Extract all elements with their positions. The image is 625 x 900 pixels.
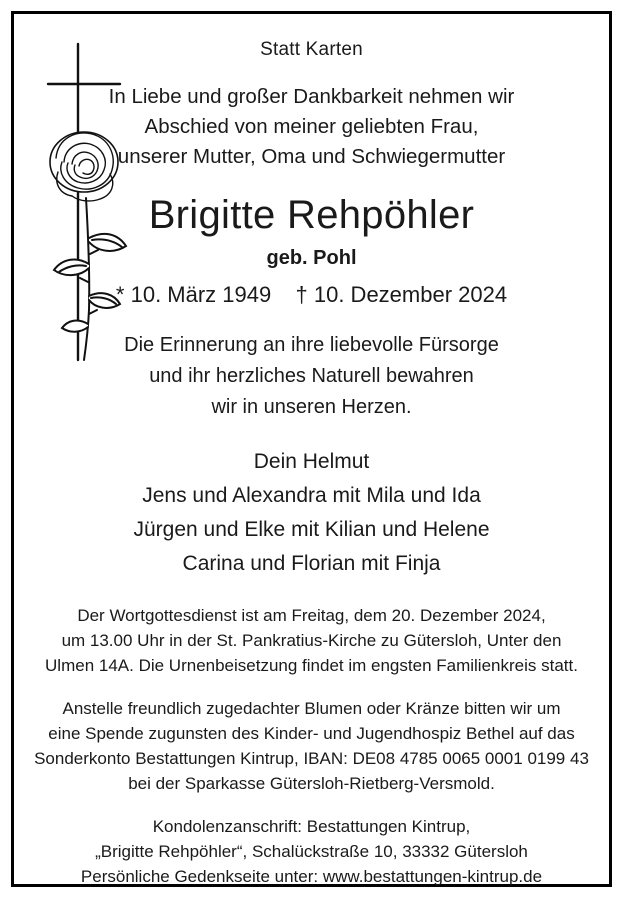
obituary-text xyxy=(14,14,609,889)
donation-line-4: bei der Sparkasse Gütersloh-Rietberg-Versmold. xyxy=(128,774,495,793)
obituary-inner xyxy=(14,14,609,884)
obituary-card xyxy=(11,11,612,887)
donation-block xyxy=(14,696,609,796)
contact-line-2: „Brigitte Rehpöhler“, Schalückstraße 10, 33332 Gütersloh xyxy=(95,842,528,861)
service-line-3: Ulmen 14A. Die Urnenbeisetzung findet im engsten Familienkreis statt. xyxy=(45,656,578,675)
life-dates xyxy=(14,282,609,308)
death-symbol: † xyxy=(295,282,308,307)
birth-symbol: * xyxy=(115,282,125,307)
intro-line-1: In Liebe und großer Dankbarkeit nehmen wir xyxy=(108,85,515,108)
donation-line-2: eine Spende zugunsten des Kinder- und Jugendhospiz Bethel auf das xyxy=(48,724,575,743)
intro-line-2: Abschied von meiner geliebten Frau, xyxy=(144,115,479,138)
donation-line-1: Anstelle freundlich zugedachter Blumen oder Kränze bitten wir um xyxy=(62,699,561,718)
memory-line-3: wir in unseren Herzen. xyxy=(211,396,412,418)
deceased-name: Brigitte Rehpöhler xyxy=(148,193,475,237)
statt-karten-heading: Statt Karten xyxy=(260,39,363,60)
family-line-1: Dein Helmut xyxy=(253,450,370,473)
family-line-4: Carina und Florian mit Finja xyxy=(182,552,441,575)
donation-line-3: Sonderkonto Bestattungen Kintrup, IBAN: DE08 4785 0065 0001 0199 43 xyxy=(34,749,589,768)
family-line-2: Jens und Alexandra mit Mila und Ida xyxy=(142,484,481,507)
contact-line-3: Persönliche Gedenkseite unter: www.bestattungen-kintrup.de xyxy=(80,867,543,886)
intro-line-3: unserer Mutter, Oma und Schwiegermutter xyxy=(117,145,506,168)
death-date: 10. Dezember 2024 xyxy=(313,282,508,307)
birth-date: 10. März 1949 xyxy=(130,282,272,307)
contact-line-1: Kondolenzanschrift: Bestattungen Kintrup, xyxy=(152,817,471,836)
memory-block xyxy=(14,330,609,423)
memory-line-2: und ihr herzliches Naturell bewahren xyxy=(149,365,474,387)
contact-block xyxy=(14,814,609,889)
service-line-2: um 13.00 Uhr in der St. Pankratius-Kirche zu Gütersloh, Unter den xyxy=(61,631,562,650)
service-line-1: Der Wortgottesdienst ist am Freitag, dem 20. Dezember 2024, xyxy=(77,606,546,625)
memory-line-1: Die Erinnerung an ihre liebevolle Fürsorge xyxy=(124,334,499,356)
family-line-3: Jürgen und Elke mit Kilian und Helene xyxy=(133,518,490,541)
deceased-maiden-name: geb. Pohl xyxy=(266,247,357,269)
family-block xyxy=(14,445,609,581)
intro-block xyxy=(14,82,609,172)
service-details-block xyxy=(14,603,609,678)
